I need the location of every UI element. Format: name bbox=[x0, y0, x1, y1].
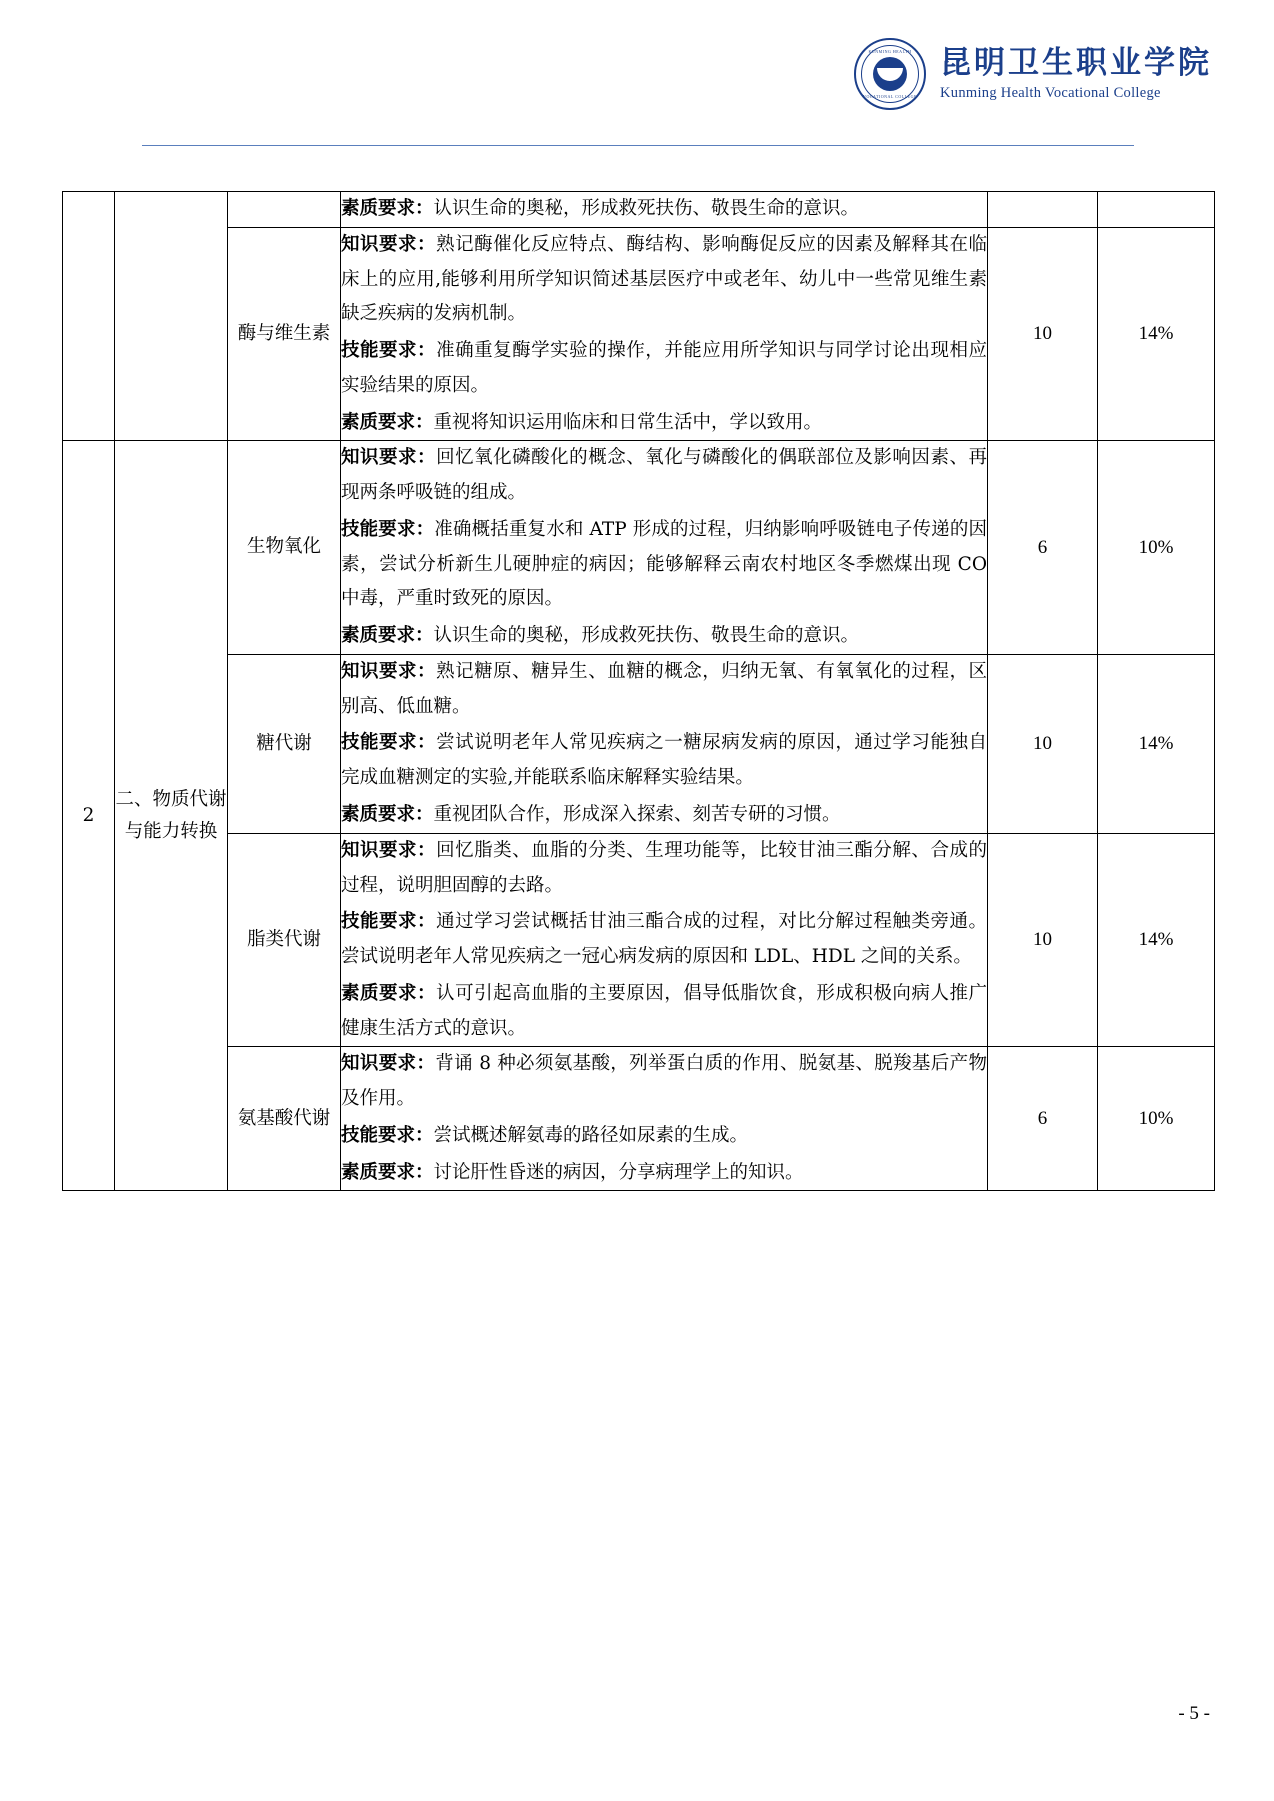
table-row bbox=[63, 654, 1215, 833]
requirement-text: 准确重复酶学实验的操作，并能应用所学知识与同学讨论出现相应实验结果的原因。 bbox=[341, 340, 987, 396]
requirement-label: 知识要求： bbox=[341, 447, 437, 469]
table-row bbox=[63, 192, 1215, 228]
hours-cell: 10 bbox=[988, 654, 1098, 833]
hours-cell bbox=[988, 192, 1098, 228]
school-seal-icon bbox=[854, 38, 926, 110]
topic-cell: 脂类代谢 bbox=[228, 833, 341, 1047]
requirement-line bbox=[341, 977, 987, 1047]
page-number: - 5 - bbox=[1178, 1703, 1210, 1724]
unit-cell: 二、物质代谢与能力转换 bbox=[115, 441, 228, 1191]
requirement-text: 准确概括重复水和 ATP 形成的过程，归纳影响呼吸链电子传递的因素，尝试分析新生儿硬肿症的病因；能够解释云南农村地区冬季燃煤出现 CO 中毒，严重时致死的原因。 bbox=[341, 518, 987, 610]
table-row bbox=[63, 441, 1215, 655]
requirement-label: 素质要求： bbox=[341, 625, 434, 647]
percent-cell bbox=[1098, 192, 1215, 228]
requirement-text: 背诵 8 种必须氨基酸，列举蛋白质的作用、脱氨基、脱羧基后产物及作用。 bbox=[341, 1053, 987, 1110]
seal-bottom-text: VOCATIONAL COLLEGE bbox=[863, 94, 917, 99]
requirements-cell bbox=[341, 192, 988, 228]
requirement-line bbox=[341, 1119, 987, 1154]
requirement-label: 知识要求： bbox=[341, 233, 437, 255]
requirement-line bbox=[341, 726, 987, 796]
seal-core-icon bbox=[873, 57, 907, 91]
requirement-line bbox=[341, 228, 987, 332]
requirement-text: 认可引起高血脂的主要原因，倡导低脂饮食，形成积极向病人推广健康生活方式的意识。 bbox=[341, 982, 987, 1039]
requirement-label: 技能要求： bbox=[341, 1124, 434, 1146]
requirement-label: 素质要求： bbox=[341, 1161, 434, 1183]
requirement-line bbox=[341, 798, 987, 833]
requirement-text: 尝试说明老年人常见疾病之一糖尿病发病的原因，通过学习能独自完成血糖测定的实验,并能联系临床解释实验结果。 bbox=[341, 732, 987, 789]
header-divider bbox=[142, 145, 1134, 146]
requirement-label: 知识要求： bbox=[341, 660, 437, 682]
curriculum-table bbox=[62, 191, 1215, 1191]
percent-cell: 14% bbox=[1098, 227, 1215, 441]
hours-cell: 10 bbox=[988, 227, 1098, 441]
requirement-text: 熟记糖原、糖异生、血糖的概念，归纳无氧、有氧氧化的过程，区别高、低血糖。 bbox=[341, 660, 987, 717]
requirement-label: 素质要求： bbox=[341, 804, 434, 826]
requirement-text: 讨论肝性昏迷的病因，分享病理学上的知识。 bbox=[433, 1161, 804, 1183]
requirement-label: 技能要求： bbox=[341, 732, 437, 754]
requirement-line bbox=[341, 192, 987, 227]
requirement-text: 重视将知识运用临床和日常生活中，学以致用。 bbox=[433, 411, 823, 433]
topic-cell: 酶与维生素 bbox=[228, 227, 341, 441]
table-row bbox=[63, 227, 1215, 441]
requirement-line bbox=[341, 1156, 987, 1191]
table-row bbox=[63, 833, 1215, 1047]
topic-cell: 糖代谢 bbox=[228, 654, 341, 833]
requirement-label: 知识要求： bbox=[341, 839, 437, 861]
hours-cell: 10 bbox=[988, 833, 1098, 1047]
unit-cell bbox=[115, 192, 228, 441]
requirement-label: 素质要求： bbox=[341, 411, 434, 433]
requirement-line bbox=[341, 905, 987, 975]
requirement-label: 技能要求： bbox=[341, 911, 437, 933]
row-number-cell bbox=[63, 192, 115, 441]
table-row bbox=[63, 1047, 1215, 1191]
requirement-text: 认识生命的奥秘，形成救死扶伤、敬畏生命的意识。 bbox=[433, 625, 860, 647]
requirements-cell bbox=[341, 833, 988, 1047]
topic-cell: 生物氧化 bbox=[228, 441, 341, 655]
requirement-label: 技能要求： bbox=[341, 340, 437, 362]
requirement-line bbox=[341, 619, 987, 654]
requirement-line bbox=[341, 1047, 987, 1117]
requirement-text: 回忆脂类、血脂的分类、生理功能等，比较甘油三酯分解、合成的过程，说明胆固醇的去路。 bbox=[341, 839, 987, 896]
requirement-label: 素质要求： bbox=[341, 198, 434, 219]
row-number-cell: 2 bbox=[63, 441, 115, 1191]
requirement-line bbox=[341, 406, 987, 441]
school-name-cn: 昆明卫生职业学院 bbox=[940, 45, 1212, 82]
requirements-cell bbox=[341, 1047, 988, 1191]
requirements-cell bbox=[341, 227, 988, 441]
percent-cell: 10% bbox=[1098, 441, 1215, 655]
school-name-en: Kunming Health Vocational College bbox=[940, 84, 1161, 101]
topic-cell bbox=[228, 192, 341, 228]
seal-top-text: KUNMING HEALTH bbox=[868, 49, 912, 54]
requirement-label: 技能要求： bbox=[341, 518, 435, 540]
requirement-text: 重视团队合作，形成深入探索、刻苦专研的习惯。 bbox=[433, 804, 841, 826]
requirement-text: 熟记酶催化反应特点、酶结构、影响酶促反应的因素及解释其在临床上的应用,能够利用所学知识简述基层医疗中或老年、幼儿中一些常见维生素缺乏疾病的发病机制。 bbox=[341, 233, 987, 325]
requirement-text: 通过学习尝试概括甘油三酯合成的过程，对比分解过程触类旁通。尝试说明老年人常见疾病之一冠心病发病的原因和 LDL、HDL 之间的关系。 bbox=[341, 911, 987, 968]
curriculum-table-wrapper bbox=[62, 191, 1214, 1191]
requirement-text: 回忆氧化磷酸化的概念、氧化与磷酸化的偶联部位及影响因素、再现两条呼吸链的组成。 bbox=[341, 447, 987, 504]
percent-cell: 14% bbox=[1098, 654, 1215, 833]
school-name-block bbox=[940, 46, 1212, 101]
requirement-text: 尝试概述解氨毒的路径如尿素的生成。 bbox=[433, 1124, 749, 1146]
requirement-line bbox=[341, 334, 987, 404]
requirement-line bbox=[341, 655, 987, 725]
requirement-line bbox=[341, 513, 987, 617]
document-header bbox=[854, 38, 1212, 110]
requirement-label: 素质要求： bbox=[341, 982, 437, 1004]
requirements-cell bbox=[341, 654, 988, 833]
requirement-line bbox=[341, 834, 987, 904]
percent-cell: 10% bbox=[1098, 1047, 1215, 1191]
hours-cell: 6 bbox=[988, 1047, 1098, 1191]
hours-cell: 6 bbox=[988, 441, 1098, 655]
requirements-cell bbox=[341, 441, 988, 655]
requirement-line bbox=[341, 441, 987, 511]
percent-cell: 14% bbox=[1098, 833, 1215, 1047]
topic-cell: 氨基酸代谢 bbox=[228, 1047, 341, 1191]
requirement-text: 认识生命的奥秘，形成救死扶伤、敬畏生命的意识。 bbox=[433, 198, 860, 219]
requirement-label: 知识要求： bbox=[341, 1053, 436, 1075]
